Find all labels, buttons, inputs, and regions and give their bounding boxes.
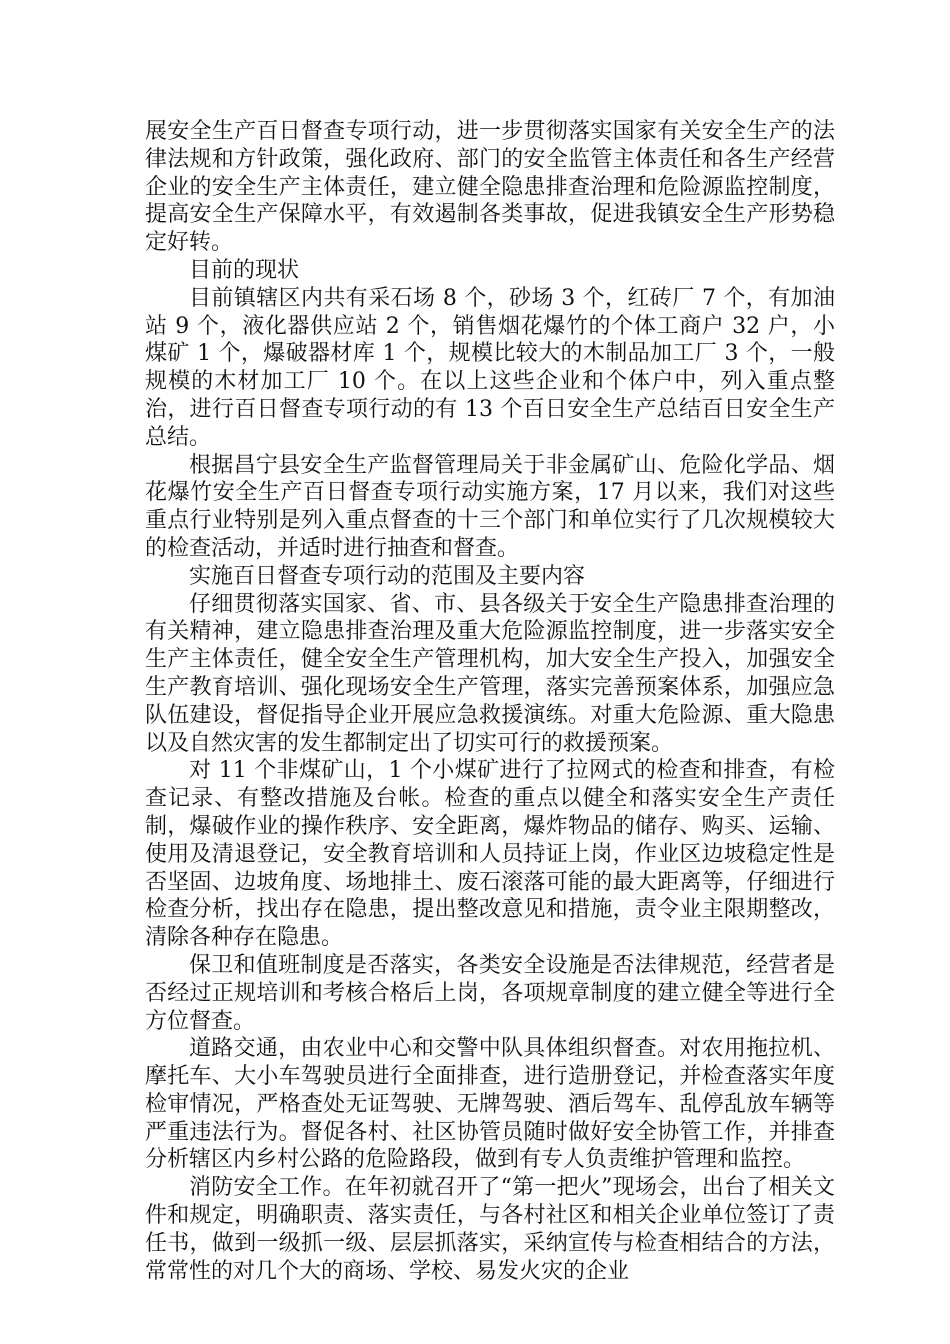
paragraph-current-status: 目前镇辖区内共有采石场 8 个，砂场 3 个，红砖厂 7 个，有加油站 9 个，液化器供应站 2 个，销售烟花爆竹的个体工商户 32 户，小煤矿 1 个，爆破器材库 1 个，规模比较大的木制品加工厂 3 个，一般规模的木材加工厂 10 个。在以上这些企业和个体户中，列入重点整治，进行百日督查专项行动的有 13 个百日安全生产总结百日安全生产总结。 xyxy=(145,285,835,450)
document-body xyxy=(145,118,835,1285)
paragraph-security-duty: 保卫和值班制度是否落实，各类安全设施是否法律规范，经营者是否经过正规培训和考核合格后上岗，各项规章制度的建立健全等进行全方位督查。 xyxy=(145,952,835,1034)
paragraph-mine-inspection: 对 11 个非煤矿山，1 个小煤矿进行了拉网式的检查和排查，有检查记录、有整改措施及台帐。检查的重点以健全和落实安全生产责任制，爆破作业的操作秩序、安全距离，爆炸物品的储存、购买、运输、使用及清退登记，安全教育培训和人员持证上岗，作业区边坡稳定性是否坚固、边坡角度、场地排土、废石滚落可能的最大距离等，仔细进行检查分析，找出存在隐患，提出整改意见和措施，责令业主限期整改，清除各种存在隐患。 xyxy=(145,758,835,951)
section-heading-current-status: 目前的现状 xyxy=(189,257,300,283)
section-heading-scope: 实施百日督查专项行动的范围及主要内容 xyxy=(189,563,586,589)
paragraph-road-traffic: 道路交通，由农业中心和交警中队具体组织督查。对农用拖拉机、摩托车、大小车驾驶员进行全面排查，进行造册登记，并检查落实年度检审情况，严格查处无证驾驶、无牌驾驶、酒后驾车、乱停乱放车辆等严重违法行为。督促各村、社区协管员随时做好安全协管工作，并排查分析辖区内乡村公路的危险路段，做到有专人负责维护管理和监控。 xyxy=(145,1036,835,1173)
paragraph-inspection-plan: 根据昌宁县安全生产监督管理局关于非金属矿山、危险化学品、烟花爆竹安全生产百日督查专项行动实施方案，17 月以来，我们对这些重点行业特别是列入重点督查的十三个部门和单位实行了几次规模较大的检查活动，并适时进行抽查和督查。 xyxy=(145,452,835,561)
paragraph-fire-safety: 消防安全工作。在年初就召开了“第一把火”现场会，出台了相关文件和规定，明确职责、落实责任，与各村社区和相关企业单位签订了责任书，做到一级抓一级、层层抓落实，采纳宣传与检查相结合的方法，常常性的对几个大的商场、学校、易发火灾的企业 xyxy=(145,1175,835,1284)
paragraph-intro-continuation: 展安全生产百日督查专项行动，进一步贯彻落实国家有关安全生产的法律法规和方针政策，强化政府、部门的安全监管主体责任和各生产经营企业的安全生产主体责任，建立健全隐患排查治理和危险源监控制度，提高安全生产保障水平，有效遏制各类事故，促进我镇安全生产形势稳定好转。 xyxy=(145,119,835,256)
paragraph-scope: 仔细贯彻落实国家、省、市、县各级关于安全生产隐患排查治理的有关精神，建立隐患排查治理及重大危险源监控制度，进一步落实安全生产主体责任，健全安全生产管理机构，加大安全生产投入，加强安全生产教育培训、强化现场安全生产管理，落实完善预案体系，加强应急队伍建设，督促指导企业开展应急救援演练。对重大危险源、重大隐患以及自然灾害的发生都制定出了切实可行的救援预案。 xyxy=(145,591,835,756)
